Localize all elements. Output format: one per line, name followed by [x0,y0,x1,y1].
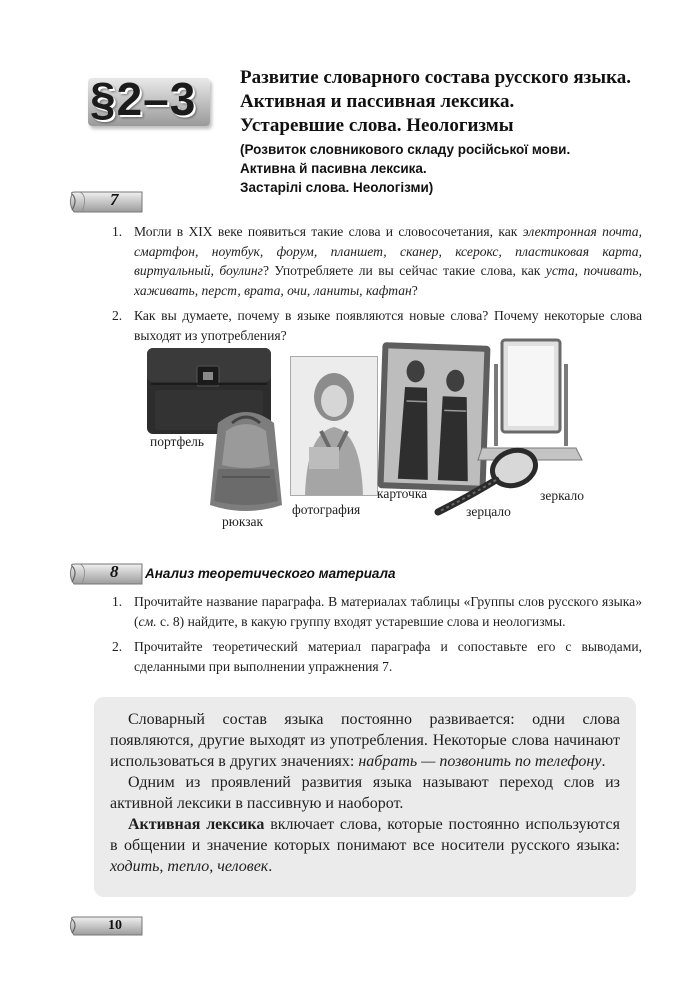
section-title [240,66,680,138]
photograph-image [290,356,378,496]
text-run: ? Употребляете ли вы сейчас такие слова, как [262,263,546,278]
text-run: . [601,753,606,770]
term-bold: Активная лексика [128,816,265,833]
list-item [112,637,642,676]
caption-kartochka: карточка [377,486,428,501]
page-number-badge [66,913,146,941]
theory-paragraph [110,814,620,877]
subtitle-line: Активна й пасивна лексика. [240,161,427,176]
caption-portfel: портфель [150,434,205,449]
text-run: ? [411,282,418,298]
text-run: с. 8) найдите, в какую группу входят устаревшие слова и неологизмы. [156,613,566,629]
exercise-number: 7 [110,190,119,209]
exercise-8-title: Анализ теоретического материала [145,566,396,581]
exercise-7-badge [66,188,146,218]
theory-paragraph [110,709,620,772]
text-run: Прочитайте название параграфа. В материалах таблицы «Группы слов русского языка» ( [134,594,642,629]
text-run-italic: электронная почта, смартфон, ноутбук, форум, планшет, сканер, ксерокс, пластиковая карта, виртуальный, боулинг [134,224,642,278]
item-number: 2. [112,308,123,323]
caption-ryukzak: рюкзак [222,514,264,529]
item-number: 1. [112,224,123,239]
text-run: Как вы думаете, почему в языке появляются новые слова? Почему некоторые слова выходят из употребления? [134,308,642,343]
exercise-8-list [112,592,642,682]
scroll-icon [66,188,146,218]
caption-zerkalo: зеркало [540,488,585,503]
text-run-italic: набрать — позвонить по телефону [358,753,602,770]
item-number: 2. [112,639,123,654]
caption-fotografiya: фотография [292,502,361,517]
title-line: Развитие словарного состава русского языка. [240,67,632,88]
scroll-icon [66,560,146,590]
text-run-italic: см. [138,613,157,629]
text-run: Прочитайте теоретический материал параграфа и сопоставьте его с выводами, сделанными при выполнении упражнения 7. [134,639,642,674]
section-number: §2–3 [90,73,197,125]
section-badge [88,72,214,130]
exercise-number: 8 [110,562,119,581]
item-text [134,222,642,300]
exercise-7-list [112,222,642,351]
text-run: Одним из проявлений развития языка называют переход слов из активной лексики в пассивную и наоборот. [110,774,620,812]
list-item [112,222,642,300]
text-run: . [268,858,273,875]
standing-mirror-image [476,336,584,464]
subtitle-line: (Розвиток словникового складу російської мови. [240,142,571,157]
subtitle-line: Застарілі слова. Неологізми) [240,180,434,195]
list-item [112,592,642,631]
theory-box [94,697,636,897]
item-number: 1. [112,594,123,609]
item-text [134,592,642,631]
text-run-italic: уста, почивать, хаживать, перст, врата, очи, ланиты, кафтан [134,263,642,298]
text-run: включает слова, которые постоянно используются в общении и значение которых понимают все носители русского языка: [110,816,620,854]
caption-zertsalo: зерцало [466,504,511,519]
text-run-italic: ходить, тепло, человек [110,858,269,875]
title-line: Активная и пассивная лексика. [240,91,515,112]
item-text [134,637,642,676]
title-line: Устаревшие слова. Неологизмы [240,115,514,136]
section-subtitle [240,140,680,197]
page-number: 10 [108,918,122,933]
backpack-image [196,405,296,515]
text-run: Словарный состав языка постоянно развивается: одни слова появляются, другие выходят из употребления. Некоторые слова начинают использоваться в других значениях: [110,711,620,770]
theory-paragraph [110,772,620,814]
exercise-8-badge [66,560,146,590]
scroll-icon [66,913,146,941]
text-run: Могли в XIX веке появиться такие слова и словосочетания, как [134,224,523,239]
